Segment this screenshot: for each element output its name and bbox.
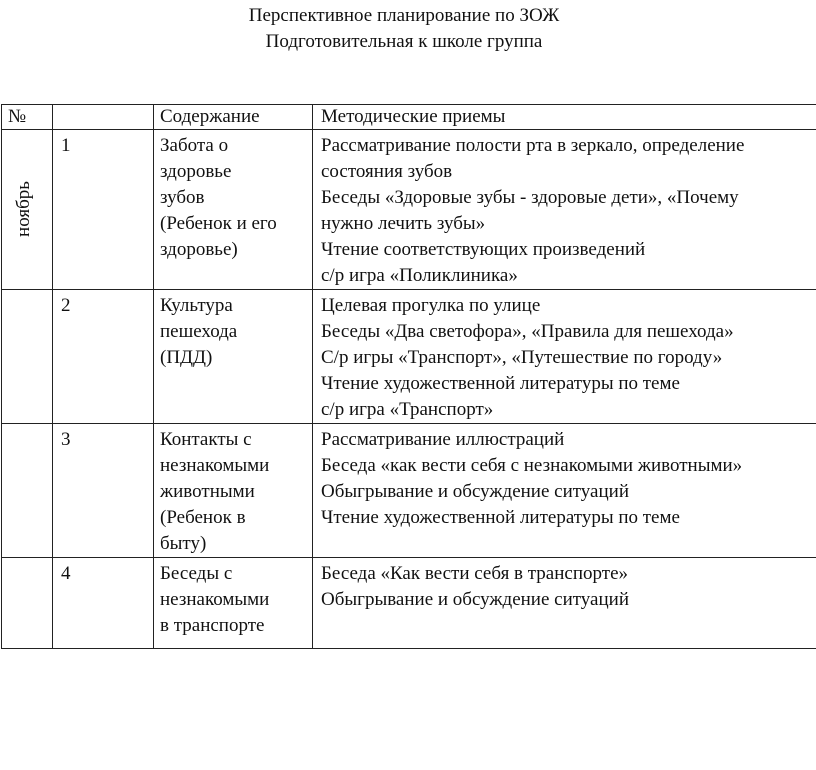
method-line: Обыгрывание и обсуждение ситуаций: [321, 481, 629, 502]
method-line: нужно лечить зубы»: [321, 213, 486, 234]
table-row: [2, 424, 816, 558]
row-number: 3: [53, 424, 154, 558]
header-number: №: [2, 105, 53, 130]
row-methods: [313, 130, 816, 290]
row-methods: [313, 558, 816, 649]
method-line: Чтение художественной литературы по теме: [321, 373, 680, 394]
method-line: С/р игры «Транспорт», «Путешествие по городу»: [321, 347, 723, 368]
content-line: пешехода: [160, 321, 238, 342]
content-line: быту): [160, 533, 207, 554]
content-line: незнакомыми: [160, 455, 270, 476]
method-line: Чтение соответствующих произведений: [321, 239, 646, 260]
table-header-row: [2, 105, 816, 130]
row-methods: [313, 424, 816, 558]
row-content: [154, 290, 313, 424]
method-line: состояния зубов: [321, 161, 453, 182]
content-line: зубов: [160, 187, 205, 208]
content-line: незнакомыми: [160, 589, 270, 610]
header-content: Содержание: [154, 105, 313, 130]
content-line: Культура: [160, 295, 233, 316]
method-line: Беседы «Два светофора», «Правила для пешехода»: [321, 321, 734, 342]
method-line: Рассматривание полости рта в зеркало, определение: [321, 135, 745, 156]
document-subtitle: Подготовительная к школе группа: [265, 31, 543, 52]
row-content: [154, 558, 313, 649]
method-line: с/р игра «Поликлиника»: [321, 265, 518, 286]
method-line: Обыгрывание и обсуждение ситуаций: [321, 589, 629, 610]
content-line: Забота о: [160, 135, 229, 156]
method-line: с/р игра «Транспорт»: [321, 399, 494, 420]
content-line: здоровье): [160, 239, 238, 260]
content-line: животными: [160, 481, 255, 502]
month-cell-empty: [2, 290, 53, 424]
header-methods: Методические приемы: [313, 105, 816, 130]
content-line: в транспорте: [160, 615, 265, 636]
month-label: ноябрь: [13, 181, 35, 237]
method-line: Беседа «Как вести себя в транспорте»: [321, 563, 628, 584]
document-title: Перспективное планирование по ЗОЖ: [248, 5, 560, 26]
row-number: 4: [53, 558, 154, 649]
content-line: (ПДД): [160, 347, 213, 368]
content-line: Контакты с: [160, 429, 252, 450]
row-methods: [313, 290, 816, 424]
method-line: Целевая прогулка по улице: [321, 295, 541, 316]
method-line: Беседы «Здоровые зубы - здоровые дети», «Почему: [321, 187, 739, 208]
month-cell-empty: [2, 424, 53, 558]
row-content: [154, 424, 313, 558]
row-number: 1: [53, 130, 154, 290]
content-line: Беседы с: [160, 563, 233, 584]
content-line: (Ребенок и его: [160, 213, 277, 234]
method-line: Чтение художественной литературы по теме: [321, 507, 680, 528]
row-content: [154, 130, 313, 290]
month-cell-empty: [2, 558, 53, 649]
month-cell: [2, 130, 53, 290]
row-number: 2: [53, 290, 154, 424]
table-row: [2, 558, 816, 649]
table-row: [2, 290, 816, 424]
content-line: (Ребенок в: [160, 507, 246, 528]
method-line: Рассматривание иллюстраций: [321, 429, 565, 450]
method-line: Беседа «как вести себя с незнакомыми животными»: [321, 455, 743, 476]
planning-table: [1, 104, 816, 649]
content-line: здоровье: [160, 161, 232, 182]
header-blank: [53, 105, 154, 130]
table-row: [2, 130, 816, 290]
